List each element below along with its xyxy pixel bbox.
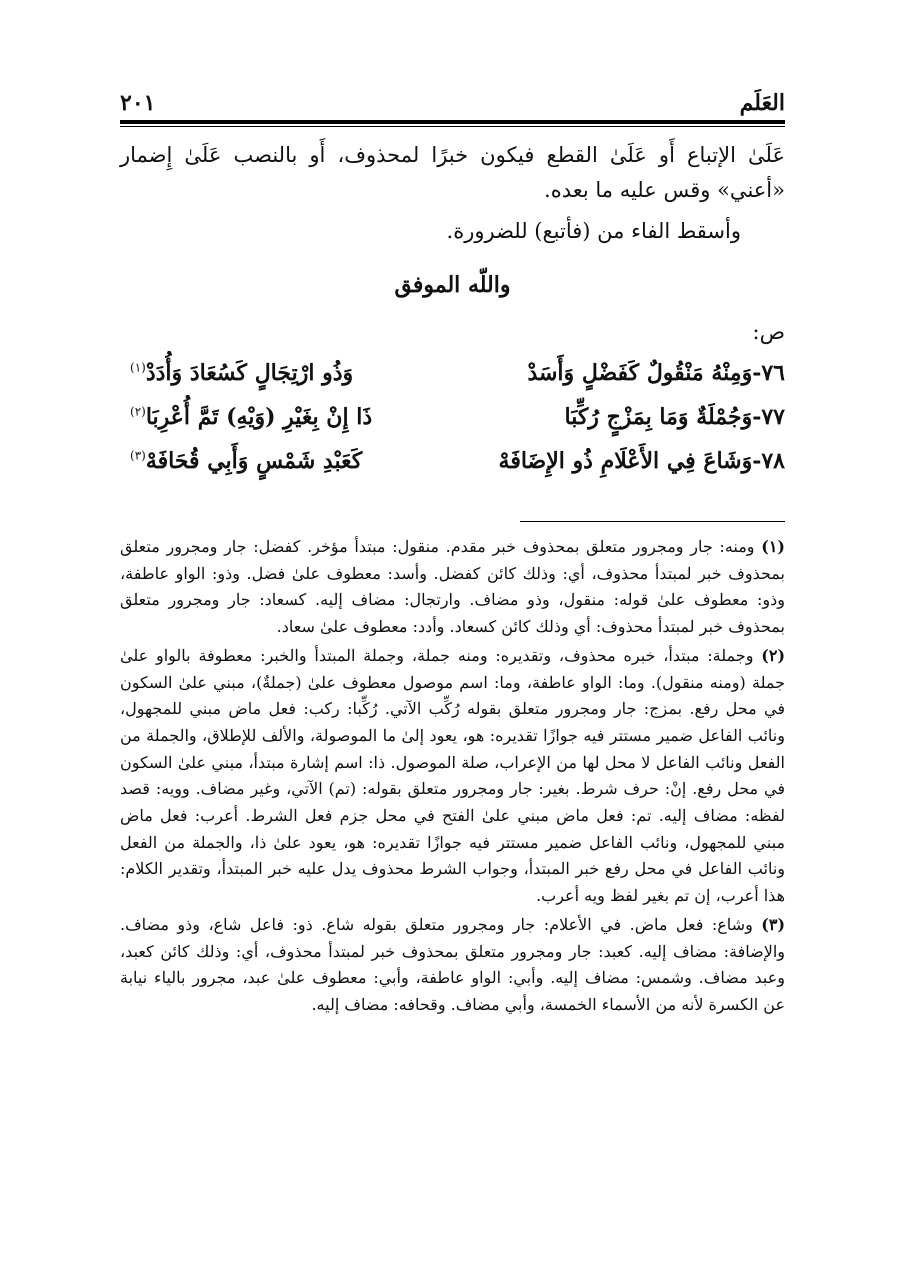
header-rule-thin [120,126,785,127]
sad-label: ص: [752,320,785,344]
footnote-ref: (٣) [130,448,146,463]
footnote [120,912,785,1019]
body-paragraph: وأسقط الفاء من (فأتبع) للضرورة. [446,219,741,243]
body-paragraph: عَلَىٰ الإتباع أَو عَلَىٰ القطع فيكون خبرًا لمحذوف، أَو بالنصب عَلَىٰ إِضمار «أعني» وقس عليه ما بعده. [120,143,785,202]
verse-line [130,360,785,404]
verse-first-hemistich: ٧٦-وَمِنْهُ مَنْقُولٌ كَفَضْلٍ وَأَسَدْ [527,360,785,386]
footnote-number: (٣) [761,914,786,934]
footnote-separator [520,521,785,522]
verse-second-hemistich: كَعَبْدِ شَمْسٍ وَأَبِي قُحَافَهْ$^{(٣)}$ [130,448,363,474]
closing-phrase: واللّه الموفق [394,272,511,298]
footnote-ref: (١) [130,360,146,375]
verses-block [130,360,785,492]
footnote-text: ومنه: جار ومجرور متعلق بمحذوف خبر مقدم. منقول: مبتدأ مؤخر. كفضل: جار ومجرور متعلق بمحذوف خبر لمبتدأ محذوف، أي: وذلك كائن كفضل. وأسد: معطوف علىٰ فضل. وذو: الواو عاطفة، وذو: معطوف علىٰ قوله: منقول، وذو مضاف. وارتجال: مضاف إليه. كسعاد: جار ومجرور متعلق بمحذوف خبر لمبتدأ محذوف: أي وذلك كائن كسعاد. وأدد: معطوف علىٰ سعاد. [120,537,785,637]
footnote-text: وشاع: فعل ماض. في الأعلام: جار ومجرور متعلق بقوله شاع. ذو: فاعل شاع، وذو مضاف. والإضافة: مضاف إليه. كعبد: جار ومجرور متعلق بمحذوف خبر لمبتدأ محذوف، أي: وذلك كائن كعبد، وعبد مضاف. وشمس: مضاف إليه. وأبي: الواو عاطفة، وأبي: معطوف علىٰ عبد، مجرور بالياء نيابة عن الكسرة لأنه من الأسماء الخمسة، وأبي مضاف. وقحافه: مضاف إليه. [120,914,786,1014]
footnote [120,534,785,641]
verse-line [130,404,785,448]
running-title: العَلَم [739,90,785,116]
verse-first-hemistich: ٧٨-وَشَاعَ فِي الأَعْلَامِ ذُو الإِضَافَهْ [498,448,785,474]
verse-first-hemistich: ٧٧-وَجُمْلَةٌ وَمَا بِمَزْجٍ رُكِّبَا [564,404,785,430]
footnote-text: وجملة: مبتدأ، خبره محذوف، وتقديره: ومنه جملة، وجملة المبتدأ والخبر: معطوفة بالواو علىٰ جملة (ومنه منقول). وما: الواو عاطفة، وما: اسم موصول معطوف علىٰ (جملةٌ)، مبني علىٰ السكون في محل رفع. بمزج: جار ومجرور متعلق بقوله رُكِّب الآتي. رُكِّبا: ركب: فعل ماض مبني للمجهول، ونائب الفاعل ضمير مستتر فيه جوازًا تقديره: هو، يعود إلىٰ ما الموصولة، والألف للإطلاق، والجملة من الفعل ونائب الفاعل لا محل لها من الإعراب، صلة الموصول. ذا: اسم إشارة مبتدأ، مبني علىٰ السكون في محل رفع. إنْ: حرف شرط. بغير: جار ومجرور متعلق بقوله: (تم) الآتي، وغير مضاف. وويه: قصد لفظه: مضاف إليه. تم: فعل ماض مبني علىٰ الفتح في محل جزم فعل الشرط. أعرب: فعل ماض مبني للمجهول، ونائب الفاعل ضمير مستتر فيه جوازًا تقديره: هو، يعود علىٰ ذا، والجملة من الفعل ونائب الفاعل في محل رفع خبر المبتدأ، وجواب الشرط محذوف يدل عليه خبر المبتدأ، وتقدير الكلام: هذا أعرب، إن تم بغير لفظ ويه أعرب. [120,645,785,906]
footnote-number: (١) [761,537,785,556]
footnotes [120,534,785,1021]
footnote-number: (٢) [761,645,786,665]
main-text [120,138,785,249]
verse-line [130,448,785,492]
footnote [120,643,785,910]
header-rule-thick [120,120,785,124]
verse-second-hemistich: ذَا إِنْ بِغَيْرِ (وَيْهِ) تَمَّ أُعْرِبَا$^{(٢)}$ [130,404,373,430]
verse-second-hemistich: وَذُو ارْتِجَالٍ كَسُعَادَ وَأُدَدْ$^{(١)}$ [130,360,354,386]
footnote-ref: (٢) [130,404,146,419]
page-number: ٢٠١ [120,90,156,116]
running-header [120,82,785,116]
